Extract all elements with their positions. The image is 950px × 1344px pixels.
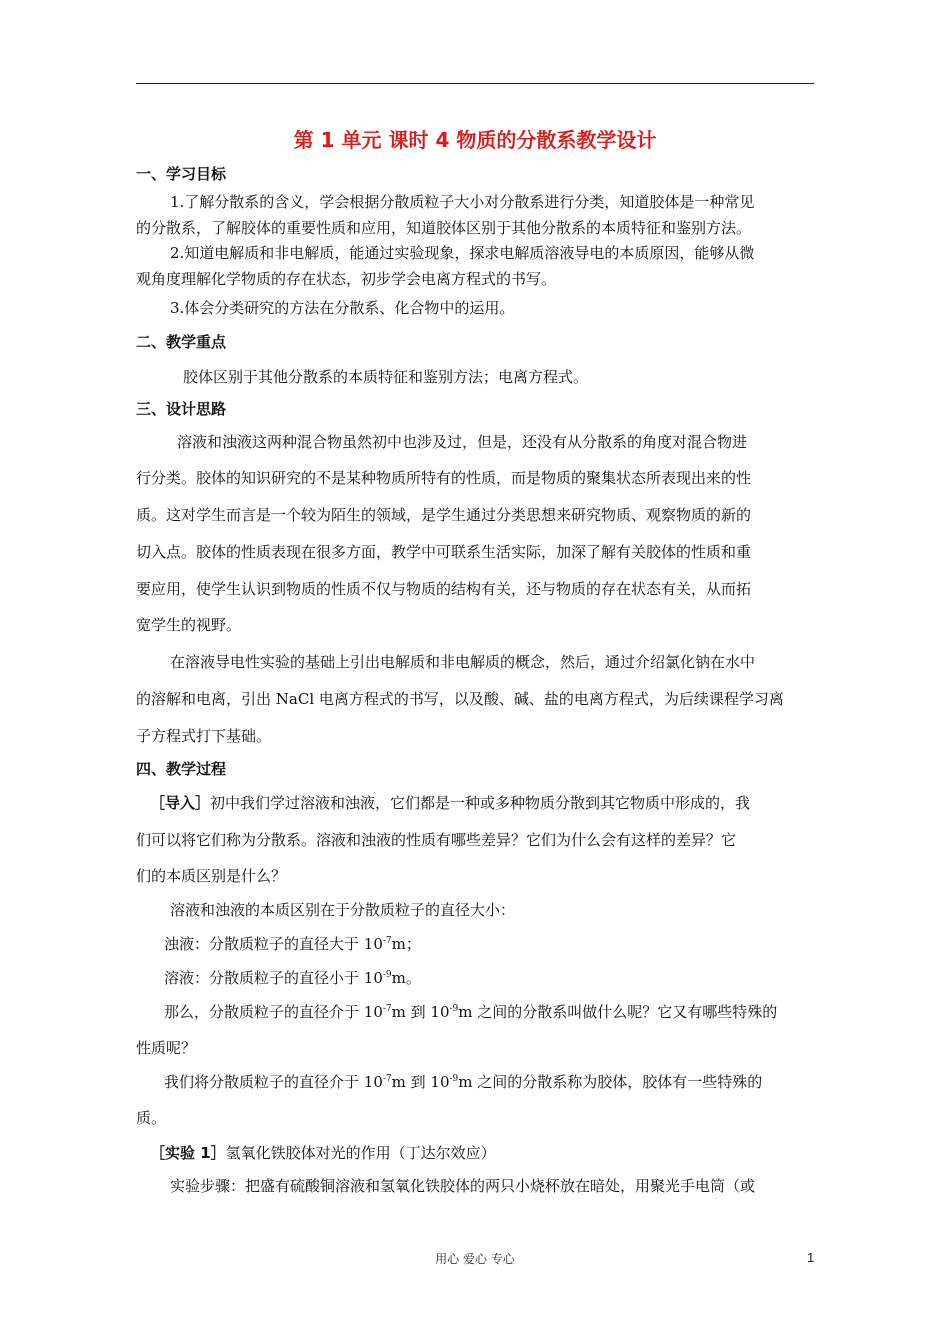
turbid-unit: m； <box>391 935 421 953</box>
solution-definition <box>164 967 844 988</box>
goal-2-line-1: 2.知道电解质和非电解质，能通过实验现象，探求电解质溶液导电的本质原因，能够从微 <box>170 244 755 262</box>
experiment-title: 氢氧化铁胶体对光的作用（丁达尔效应） <box>225 1144 496 1162</box>
question-exponent-1: -7 <box>382 1004 392 1014</box>
design-p1-line-3: 质。这对学生而言是一个较为陌生的领域，是学生通过分类思想来研究物质、观察物质的新的 <box>136 506 752 524</box>
answer-text-a: 我们将分散质粒子的直径介于 10 <box>164 1073 383 1091</box>
solution-text: 溶液：分散质粒子的直径小于 10 <box>164 969 383 987</box>
answer-exponent-1: -7 <box>382 1074 392 1084</box>
turbid-text: 浊液：分散质粒子的直径大于 10 <box>164 935 383 953</box>
solution-exponent: -9 <box>382 970 392 980</box>
question-text-c: m 之间的分散系叫做什么呢？它又有哪些特殊的 <box>458 1003 778 1021</box>
intro-tag: ［导入］ <box>150 794 211 812</box>
question-text-a: 那么，分散质粒子的直径介于 10 <box>164 1003 383 1021</box>
intro-line-2: 们可以将它们称为分散系。溶液和浊液的性质有哪些差异？它们为什么会有这样的差异？它 <box>136 831 737 849</box>
page-number: 1 <box>807 1250 815 1265</box>
question-exponent-2: -9 <box>449 1004 459 1014</box>
section-heading-process: 四、教学过程 <box>136 760 227 778</box>
answer-line-2: 质。 <box>136 1109 167 1127</box>
design-p1-line-1: 溶液和浊液这两种混合物虽然初中也涉及过，但是，还没有从分散系的角度对混合物进 <box>177 433 748 451</box>
answer-text-b: m 到 10 <box>391 1073 450 1091</box>
experiment-steps: 实验步骤：把盛有硫酸铜溶液和氢氧化铁胶体的两只小烧杯放在暗处，用聚光手电筒（或 <box>170 1177 756 1195</box>
document-title: 第 1 单元 课时 4 物质的分散系教学设计 <box>293 128 657 152</box>
experiment-tag: ［实验 1］ <box>150 1144 226 1162</box>
design-p2-line-3: 子方程式打下基础。 <box>136 727 272 745</box>
design-p2-line-1: 在溶液导电性实验的基础上引出电解质和非电解质的概念，然后，通过介绍氯化钠在水中 <box>170 653 756 671</box>
design-p1-line-5: 要应用，使学生认识到物质的性质不仅与物质的结构有关，还与物质的存在状态有关，从而拓 <box>136 580 752 598</box>
goal-1-line-2: 的分散系，了解胶体的重要性质和应用，知道胶体区别于其他分散系的本质特征和鉴别方法。 <box>136 219 752 237</box>
section-heading-goals: 一、学习目标 <box>136 165 227 183</box>
intro-line-1 <box>150 792 830 813</box>
goal-3: 3.体会分类研究的方法在分散系、化合物中的运用。 <box>170 299 515 317</box>
difference-statement: 溶液和浊液的本质区别在于分散质粒子的直径大小： <box>170 901 516 919</box>
question-text-b: m 到 10 <box>391 1003 450 1021</box>
section-heading-key-points: 二、教学重点 <box>136 333 227 351</box>
answer-line-1 <box>164 1071 844 1092</box>
turbid-liquid-definition <box>164 933 844 954</box>
key-points-text: 胶体区别于其他分散系的本质特征和鉴别方法；电离方程式。 <box>183 368 589 386</box>
solution-unit: m。 <box>391 969 421 987</box>
header-rule <box>136 83 814 84</box>
question-line-2: 性质呢？ <box>136 1039 197 1057</box>
design-p1-line-6: 宽学生的视野。 <box>136 616 242 634</box>
experiment-1-heading <box>150 1142 830 1163</box>
page-footer: 用心 爱心 专心 <box>435 1252 515 1266</box>
answer-exponent-2: -9 <box>449 1074 459 1084</box>
intro-text: 初中我们学过溶液和浊液，它们都是一种或多种物质分散到其它物质中形成的，我 <box>210 794 751 812</box>
intro-line-3: 们的本质区别是什么？ <box>136 867 287 885</box>
question-line-1 <box>164 1001 844 1022</box>
design-p1-line-2: 行分类。胶体的知识研究的不是某种物质所特有的性质，而是物质的聚集状态所表现出来的性 <box>136 469 752 487</box>
section-heading-design: 三、设计思路 <box>136 400 227 418</box>
goal-1-line-1: 1.了解分散系的含义，学会根据分散质粒子大小对分散系进行分类，知道胶体是一种常见 <box>170 193 755 211</box>
answer-text-c: m 之间的分散系称为胶体，胶体有一些特殊的 <box>458 1073 763 1091</box>
design-p1-line-4: 切入点。胶体的性质表现在很多方面，教学中可联系生活实际，加深了解有关胶体的性质和重 <box>136 543 752 561</box>
goal-2-line-2: 观角度理解化学物质的存在状态，初步学会电离方程式的书写。 <box>136 270 557 288</box>
design-p2-line-2: 的溶解和电离，引出 NaCl 电离方程式的书写，以及酸、碱、盐的电离方程式，为后续课程学习离 <box>136 690 784 708</box>
turbid-exponent: -7 <box>382 936 392 946</box>
